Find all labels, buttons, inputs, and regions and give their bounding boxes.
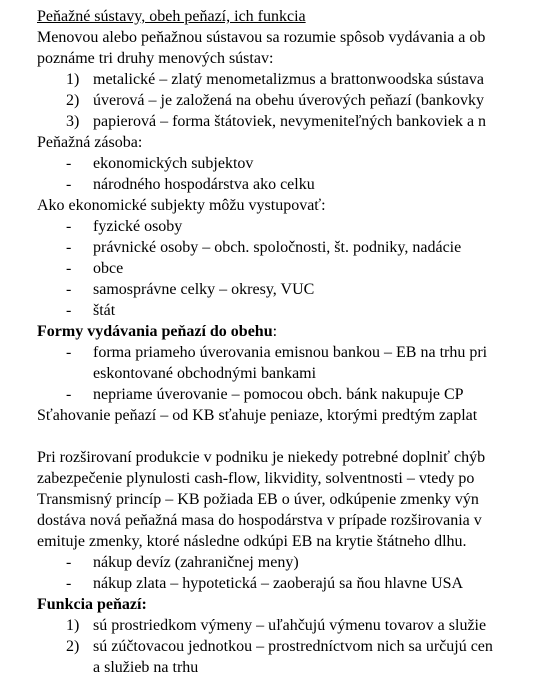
section-heading-suffix: :: [272, 323, 278, 340]
list-item: forma priameho úverovania emisnou bankou – EB na trhu pri: [93, 344, 488, 361]
list-number: 2): [66, 638, 80, 655]
list-item: ekonomických subjektov: [93, 155, 254, 172]
list-item: národného hospodárstva ako celku: [93, 176, 315, 193]
paragraph-line: emituje zmenky, ktoré následne odkúpi EB na krytie štátneho dlhu.: [37, 533, 467, 550]
list-dash: -: [66, 386, 72, 403]
list-item-continuation: eskontované obchodnými bankami: [93, 365, 317, 382]
paragraph-line: dostáva nová peňažná masa do hospodárstva v prípade rozširovania v: [37, 512, 482, 529]
paragraph-line: Ako ekonomické subjekty môžu vystupovať:: [37, 197, 326, 214]
list-item: nákup zlata – hypotetická – zaoberajú sa ňou hlavne USA: [93, 575, 464, 592]
list-item: sú zúčtovacou jednotkou – prostredníctvom nich sa určujú cen: [93, 638, 493, 655]
list-item: obce: [93, 260, 124, 277]
list-item: štát: [93, 302, 116, 319]
list-dash: -: [66, 155, 72, 172]
list-dash: -: [66, 281, 72, 298]
list-number: 2): [66, 92, 80, 109]
paragraph-line: Pri rozširovaní produkcie v podniku je niekedy potrebné doplniť chýb: [37, 449, 486, 466]
list-dash: -: [66, 554, 72, 571]
paragraph-line: Sťahovanie peňazí – od KB sťahuje peniaze, ktorými predtým zaplat: [37, 407, 478, 424]
list-number: 1): [66, 71, 80, 88]
list-item-continuation: a služieb na trhu: [93, 659, 199, 676]
list-dash: -: [66, 176, 72, 193]
list-item: nepriame úverovanie – pomocou obch. bánk nakupuje CP: [93, 386, 464, 403]
list-item: samosprávne celky – okresy, VUC: [93, 281, 315, 298]
paragraph-line: zabezpečenie plynulosti cash-flow, likvidity, solventnosti – vtedy po: [37, 470, 475, 487]
document-title: Peňažné sústavy, obeh peňazí, ich funkcia: [37, 8, 306, 25]
list-item: právnické osoby – obch. spoločnosti, št. podniky, nadácie: [93, 239, 462, 256]
list-item: nákup devíz (zahraničnej meny): [93, 554, 299, 571]
list-number: 1): [66, 617, 80, 634]
section-heading: Funkcia peňazí:: [37, 596, 147, 613]
list-dash: -: [66, 260, 72, 277]
list-item: úverová – je založená na obehu úverových peňazí (bankovky: [93, 92, 484, 109]
paragraph-line: poznáme tri druhy menových sústav:: [37, 50, 274, 67]
list-dash: -: [66, 218, 72, 235]
section-heading: [37, 321, 277, 342]
list-dash: -: [66, 575, 72, 592]
list-dash: -: [66, 344, 72, 361]
section-heading-text: Formy vydávania peňazí do obehu: [37, 323, 273, 340]
list-item: sú prostriedkom výmeny – uľahčujú výmenu tovarov a služie: [93, 617, 487, 634]
paragraph-line: Peňažná zásoba:: [37, 134, 143, 151]
list-item: papierová – forma štátoviek, nevymeniteľných bankoviek a n: [93, 113, 487, 130]
list-number: 3): [66, 113, 80, 130]
list-item: fyzické osoby: [93, 218, 183, 235]
list-dash: -: [66, 302, 72, 319]
list-item: metalické – zlatý menometalizmus a brattonwoodska sústava: [93, 71, 484, 88]
list-dash: -: [66, 239, 72, 256]
paragraph-line: Transmisný princíp – KB požiada EB o úver, odkúpenie zmenky výn: [37, 491, 479, 508]
paragraph-line: Menovou alebo peňažnou sústavou sa rozumie spôsob vydávania a ob: [37, 29, 486, 46]
